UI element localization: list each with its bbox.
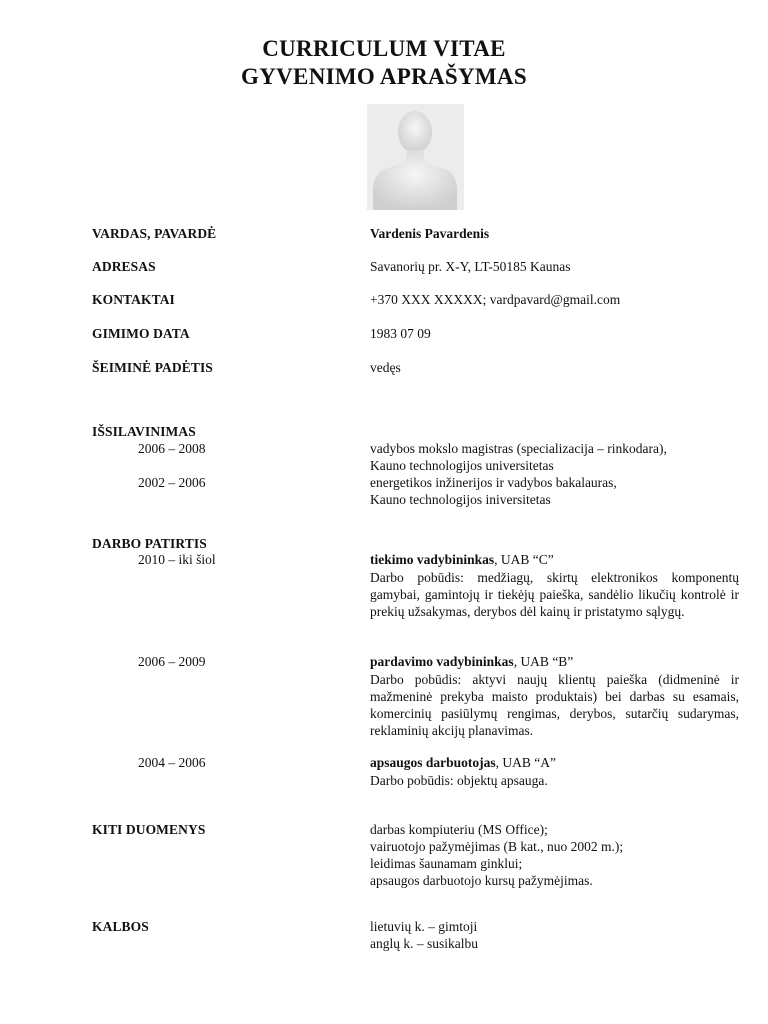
job-description: Darbo pobūdis: objektų apsauga. xyxy=(370,773,548,788)
job-position: pardavimo vadybininkas xyxy=(370,654,514,669)
education-degree: vadybos mokslo magistras (specializacija – rinkodara), xyxy=(370,441,667,456)
birth-date-value: 1983 07 09 xyxy=(370,326,431,341)
birth-date-label: GIMIMO DATA xyxy=(92,326,190,341)
job-position: apsaugos darbuotojas xyxy=(370,755,496,770)
other-info-item: leidimas šaunamam ginklui; xyxy=(370,856,523,871)
other-info-item: vairuotojo pažymėjimas (B kat., nuo 2002 m.); xyxy=(370,839,624,854)
language-item: lietuvių k. – gimtoji xyxy=(370,919,478,934)
other-info-item: apsaugos darbuotojo kursų pažymėjimas. xyxy=(370,873,593,888)
education-dates: 2006 – 2008 xyxy=(138,441,206,456)
job-description: Darbo pobūdis: medžiagų, skirtų elektronikos komponentų gamybai, gamintojų ir tiekėjų paieška, sandėlio likučių kontrolė ir prekių užsakymas, derybos dėl kainų ir pristatymo sąlygų. xyxy=(370,570,739,619)
education-dates: 2002 – 2006 xyxy=(138,475,206,490)
education-institution: Kauno technologijos universitetas xyxy=(370,458,554,473)
address-value: Savanorių pr. X-Y, LT-50185 Kaunas xyxy=(370,259,571,274)
job-position: tiekimo vadybininkas xyxy=(370,552,495,567)
contacts-value: +370 XXX XXXXX; vardpavard@gmail.com xyxy=(370,292,621,307)
family-status-label: ŠEIMINĖ PADĖTIS xyxy=(92,360,213,375)
name-value: Vardenis Pavardenis xyxy=(370,226,490,241)
contacts-label: KONTAKTAI xyxy=(92,292,175,307)
languages-label: KALBOS xyxy=(92,919,149,934)
job-dates: 2006 – 2009 xyxy=(138,654,206,669)
job-title-line xyxy=(370,654,573,670)
cv-subtitle: GYVENIMO APRAŠYMAS xyxy=(241,64,527,89)
education-label: IŠSILAVINIMAS xyxy=(92,424,196,439)
job-dates: 2010 – iki šiol xyxy=(138,552,216,567)
family-status-value: vedęs xyxy=(370,360,401,375)
other-info-label: KITI DUOMENYS xyxy=(92,822,206,837)
education-institution: Kauno technologijos iniversitetas xyxy=(370,492,551,507)
job-description: Darbo pobūdis: aktyvi naujų klientų paieška (didmeninė ir mažmeninė prekyba maisto produktais) bei darbas su esamais, komercinių pasiūlymų rengimas, derybos, sutarčių sudarymas, reklaminių akcijų planavimas. xyxy=(370,672,739,738)
other-info-item: darbas kompiuteriu (MS Office); xyxy=(370,822,548,837)
cv-title: CURRICULUM VITAE xyxy=(262,36,506,61)
job-title-line xyxy=(370,755,556,771)
job-company: , UAB “C” xyxy=(494,552,554,567)
job-company: , UAB “B” xyxy=(513,654,574,669)
language-item: anglų k. – susikalbu xyxy=(370,936,478,951)
address-label: ADRESAS xyxy=(92,259,156,274)
education-degree: energetikos inžinerijos ir vadybos bakalauras, xyxy=(370,475,617,490)
person-silhouette-icon xyxy=(367,104,464,210)
job-dates: 2004 – 2006 xyxy=(138,755,206,770)
job-company: , UAB “A” xyxy=(495,755,557,770)
name-label: VARDAS, PAVARDĖ xyxy=(92,226,217,241)
work-experience-label: DARBO PATIRTIS xyxy=(92,536,207,551)
profile-photo-placeholder xyxy=(367,104,464,210)
job-title-line xyxy=(370,552,554,568)
